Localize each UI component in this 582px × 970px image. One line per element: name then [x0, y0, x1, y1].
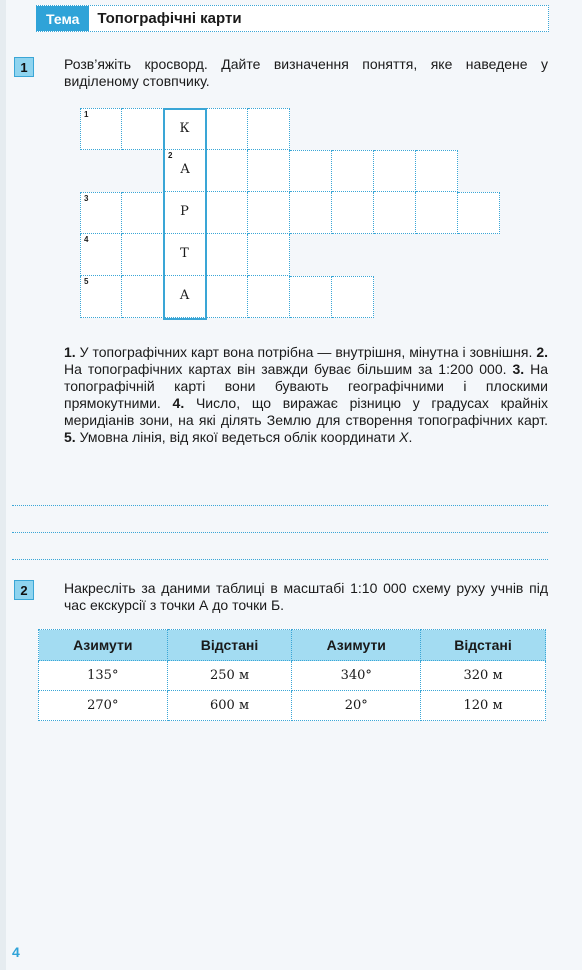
- crossword-cell[interactable]: [290, 276, 332, 318]
- clue-5-variable: X: [399, 429, 409, 445]
- table-cell: 20°: [292, 691, 421, 721]
- crossword-cell[interactable]: [206, 150, 248, 192]
- crossword-clue-number: 5: [84, 277, 89, 286]
- crossword-letter: А: [180, 162, 190, 177]
- crossword-cell[interactable]: [248, 234, 290, 276]
- clue-1-text: У топографічних карт вона потрібна — внутрішня, мінутна і зовнішня.: [75, 344, 537, 360]
- crossword-cell[interactable]: [164, 234, 206, 276]
- clue-2-number: 2.: [536, 344, 548, 360]
- crossword-clues: [64, 344, 548, 446]
- table-cell: 600 м: [167, 691, 292, 721]
- crossword-cell[interactable]: [374, 150, 416, 192]
- table-cell: 340°: [292, 661, 421, 691]
- crossword-cell[interactable]: [374, 192, 416, 234]
- topic-tag: Тема: [36, 6, 89, 31]
- table-header: Азимути: [292, 630, 421, 661]
- crossword-letter: А: [179, 288, 190, 303]
- crossword-letter: К: [179, 121, 190, 136]
- crossword-cell[interactable]: [248, 150, 290, 192]
- crossword-cell[interactable]: [290, 150, 332, 192]
- crossword-cell[interactable]: [122, 234, 164, 276]
- table-cell: 135°: [39, 661, 168, 691]
- clue-3-text: На топографічній карті вони бувають географічними і плоскими прямокутними.: [64, 361, 548, 411]
- clue-5-end: .: [408, 429, 413, 445]
- crossword-cell[interactable]: [332, 150, 374, 192]
- crossword-cell[interactable]: [332, 192, 374, 234]
- crossword-cell[interactable]: [122, 108, 164, 150]
- table-cell: 250 м: [167, 661, 292, 691]
- crossword-cell[interactable]: [248, 108, 290, 150]
- table-row: [39, 691, 546, 721]
- crossword-clue-number: 1: [84, 110, 89, 119]
- crossword-cell[interactable]: [80, 234, 122, 276]
- crossword-cell[interactable]: [164, 276, 206, 318]
- crossword-clue-number: 3: [84, 194, 89, 203]
- clue-5-text: Умовна лінія, від якої ведеться облік координати: [75, 429, 400, 445]
- crossword-clue-number: 4: [84, 235, 89, 244]
- table-header-row: [39, 630, 546, 661]
- page-number: 4: [12, 944, 20, 960]
- crossword-cell[interactable]: [206, 276, 248, 318]
- answer-line-1[interactable]: [12, 505, 548, 506]
- answer-line-2[interactable]: [12, 532, 548, 533]
- table-cell: 120 м: [421, 691, 546, 721]
- crossword-cell[interactable]: [206, 234, 248, 276]
- table-header: Азимути: [39, 630, 168, 661]
- crossword-cell[interactable]: [122, 276, 164, 318]
- page-edge: [0, 0, 6, 970]
- crossword-letter: Т: [180, 246, 189, 261]
- crossword-cell[interactable]: [206, 108, 248, 150]
- table-cell: 270°: [39, 691, 168, 721]
- crossword-cell[interactable]: [248, 192, 290, 234]
- table-cell: 320 м: [421, 661, 546, 691]
- crossword-cell[interactable]: [416, 192, 458, 234]
- table-header: Відстані: [421, 630, 546, 661]
- clue-2-text: На топографічних картах він завжди буває більшим за 1:200 000.: [64, 361, 513, 377]
- crossword-cell[interactable]: [164, 192, 206, 234]
- clue-5-number: 5.: [64, 429, 76, 445]
- crossword-clue-number: 2: [168, 151, 173, 160]
- crossword-cell[interactable]: [80, 192, 122, 234]
- clue-4-text: Число, що виражає різницю у градусах крайніх меридіанів зони, на які ділять Землю для створення топографічних карт.: [64, 395, 548, 428]
- table-header: Відстані: [167, 630, 292, 661]
- task-2-number: 2: [14, 580, 34, 600]
- crossword-cell[interactable]: [122, 192, 164, 234]
- table-row: [39, 661, 546, 691]
- clue-3-number: 3.: [512, 361, 525, 377]
- crossword-cell[interactable]: [164, 108, 206, 150]
- task-1-number: 1: [14, 57, 34, 77]
- crossword-cell[interactable]: [248, 276, 290, 318]
- crossword-letter: Р: [180, 204, 189, 219]
- task-2-instruction: Накресліть за даними таблиці в масштабі 1:10 000 схему руху учнів під час екскурсії з точки А до точки Б.: [64, 580, 548, 613]
- task-1-instruction: Розв’яжіть кросворд. Дайте визначення поняття, яке наведене у виділеному стовпчику.: [64, 56, 548, 89]
- clue-1-number: 1.: [64, 344, 76, 360]
- answer-line-3[interactable]: [12, 559, 548, 560]
- crossword-cell[interactable]: [80, 108, 122, 150]
- crossword-cell[interactable]: [416, 150, 458, 192]
- azimuth-distance-table: [38, 629, 546, 721]
- clue-4-number: 4.: [172, 395, 185, 411]
- crossword-cell[interactable]: [164, 150, 206, 192]
- crossword-cell[interactable]: [206, 192, 248, 234]
- topic-title: Топографічні карти: [97, 10, 242, 27]
- topic-header: [36, 5, 549, 32]
- crossword-cell[interactable]: [290, 192, 332, 234]
- crossword-cell[interactable]: [458, 192, 500, 234]
- crossword-cell[interactable]: [332, 276, 374, 318]
- crossword-cell[interactable]: [80, 276, 122, 318]
